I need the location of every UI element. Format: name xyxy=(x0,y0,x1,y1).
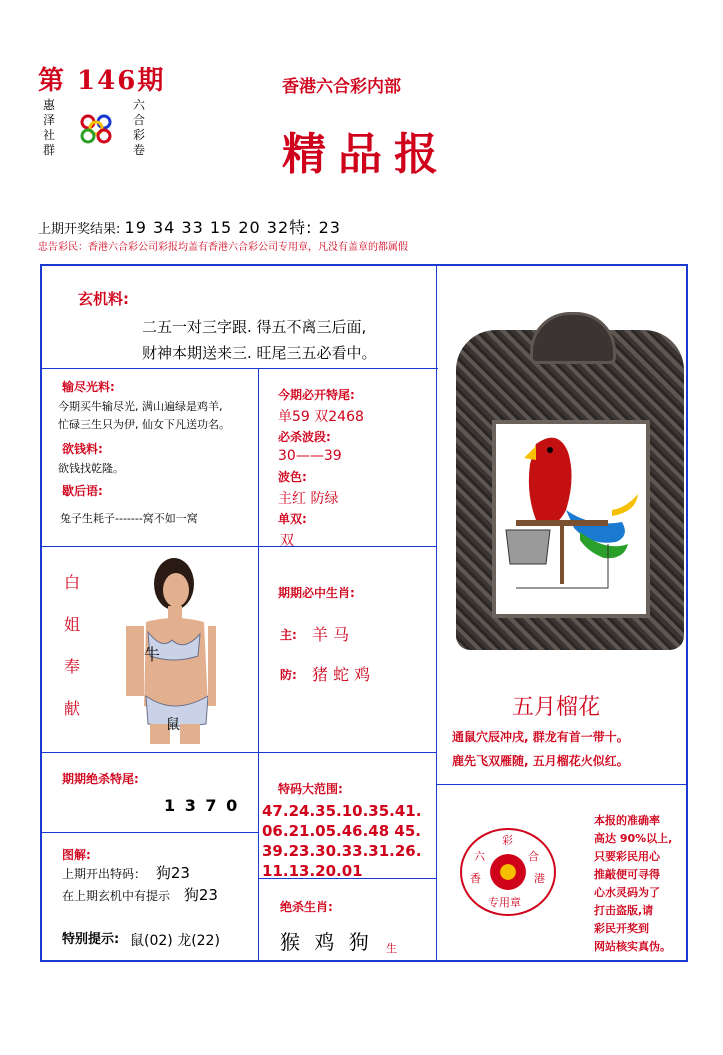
seal-bottom: 专用章 xyxy=(488,896,521,909)
shengxiao-guard-value: 猪 蛇 鸡 xyxy=(312,665,371,684)
accuracy-line: 推敲便可寻得 xyxy=(594,868,660,881)
seal-mid-left: 香 xyxy=(470,872,481,885)
vchar: 群 xyxy=(42,143,55,157)
last-results xyxy=(38,215,341,238)
tewei-label: 今期必开特尾: xyxy=(278,388,355,402)
vchar: 泽 xyxy=(42,113,55,127)
tujie-line-1-value: 狗23 xyxy=(155,864,190,882)
shengxiao-main-label: 主: xyxy=(280,628,297,642)
shujin-line-2: 忙碌三生只为伊, 仙女下凡送功名。 xyxy=(58,418,230,431)
juesha-shengxiao-extra: 生 xyxy=(386,942,397,955)
danshuang-value: 双 xyxy=(280,533,294,549)
left-vertical-text-2 xyxy=(132,98,146,158)
accuracy-line: 本报的准确率 xyxy=(594,814,660,827)
tujie-line-1 xyxy=(62,862,190,883)
tujie-line-2 xyxy=(62,884,218,905)
seal-flower-icon xyxy=(490,854,526,890)
juesha-shengxiao-value: 猴 鸡 狗 xyxy=(280,930,373,954)
yuqian-label: 欲钱料: xyxy=(62,442,103,456)
vchar: 六 xyxy=(132,98,145,112)
fanwei-label: 特码大范围: xyxy=(278,782,343,796)
photo-tag-1: 牛 xyxy=(144,645,161,664)
xiehouyu-text: 兔子生耗子-------窝不如一窝 xyxy=(60,512,198,525)
title-big: 精品报 xyxy=(282,129,450,180)
official-seal xyxy=(460,828,556,916)
danshuang-label: 单双: xyxy=(278,512,307,526)
boduan-value: 30——39 xyxy=(278,448,342,464)
xiehouyu-label: 歇后语: xyxy=(62,484,103,498)
xuanji-line-2: 财神本期送来三. 旺尾三五必看中。 xyxy=(142,344,377,362)
painting-line-1: 通鼠穴辰冲戌, 群龙有首一带十。 xyxy=(452,730,629,744)
accuracy-line: 只要彩民用心 xyxy=(594,850,660,863)
shujin-label: 输尽光料: xyxy=(62,380,115,394)
tebie-label: 特别提示: xyxy=(62,932,120,947)
parrot-painting xyxy=(492,420,650,618)
vchar: 合 xyxy=(132,113,145,127)
seal-right: 合 xyxy=(528,850,539,863)
rings-logo-icon xyxy=(78,110,114,146)
shengxiao-main-value: 羊 马 xyxy=(312,625,350,644)
xuanji-label: 玄机料: xyxy=(78,290,129,308)
juesha-label: 期期绝杀特尾: xyxy=(62,772,139,786)
accuracy-line: 彩民开奖到 xyxy=(594,922,649,935)
accuracy-line: 打击盗版,请 xyxy=(594,904,654,917)
title-small: 香港六合彩内部 xyxy=(282,77,401,97)
tujie-label: 图解: xyxy=(62,848,91,862)
tujie-line-2-label: 在上期玄机中有提示 xyxy=(62,889,171,903)
fanwei-row-3: 39.23.30.33.31.26. xyxy=(262,842,422,860)
vchar: 白 xyxy=(64,573,81,592)
issue-number: 第 146期 xyxy=(38,66,166,96)
vchar: 献 xyxy=(64,699,81,718)
vchar: 社 xyxy=(42,128,55,142)
fanwei-row-2: 06.21.05.46.48 45. xyxy=(262,822,421,840)
vchar: 奉 xyxy=(64,657,81,676)
warning-notice: 忠告彩民：香港六合彩公司彩报均盖有香港六合彩公司专用章，凡没有盖章的都属假 xyxy=(38,242,408,253)
xuanji-line-1: 二五一对三字跟. 得五不离三后面, xyxy=(142,318,367,336)
results-numbers: 19 34 33 15 20 32特: 23 xyxy=(124,218,341,237)
accuracy-note xyxy=(594,812,686,956)
seal-mid-right: 港 xyxy=(534,872,545,885)
fanwei-row-1: 47.24.35.10.35.41. xyxy=(262,802,422,820)
accuracy-line: 心水灵码为了 xyxy=(594,886,660,899)
tewei-value: 单59 双2468 xyxy=(278,409,364,425)
seal-left: 六 xyxy=(474,850,485,863)
seal-top: 彩 xyxy=(502,834,513,847)
juesha-shengxiao-label: 绝杀生肖: xyxy=(280,900,333,914)
vchar: 姐 xyxy=(64,615,81,634)
shengxiao-label: 期期必中生肖: xyxy=(278,586,355,600)
accuracy-line: 网站核实真伪。 xyxy=(594,940,671,953)
bose-label: 波色: xyxy=(278,470,307,484)
vchar: 卷 xyxy=(132,143,145,157)
juesha-value: 1 3 7 0 xyxy=(164,796,240,815)
results-label: 上期开奖结果: xyxy=(38,222,121,237)
bose-value: 主红 防绿 xyxy=(278,491,339,507)
boduan-label: 必杀波段: xyxy=(278,430,331,444)
photo-tag-2: 鼠 xyxy=(166,717,180,733)
left-vertical-text-1 xyxy=(42,98,56,158)
painting-title: 五月榴花 xyxy=(512,695,601,720)
tujie-line-2-value: 狗23 xyxy=(183,886,218,904)
vchar: 惠 xyxy=(42,98,55,112)
yuqian-text: 欲钱找乾隆。 xyxy=(58,462,124,475)
tebie-value: 鼠(02) 龙(22) xyxy=(130,933,220,949)
shengxiao-guard-label: 防: xyxy=(280,668,297,682)
accuracy-line: 高达 90%以上, xyxy=(594,832,673,845)
fanwei-row-4: 11.13.20.01 xyxy=(262,862,363,880)
shujin-line-1: 今期买牛输尽光, 满山遍绿是鸡羊, xyxy=(58,400,223,413)
tujie-line-1-label: 上期开出特码： xyxy=(62,867,147,881)
vchar: 彩 xyxy=(132,128,145,142)
ornate-frame xyxy=(456,330,684,650)
painting-line-2: 鹿先飞双雁随, 五月榴花火似红。 xyxy=(452,754,629,768)
baijie-vertical xyxy=(64,562,80,730)
